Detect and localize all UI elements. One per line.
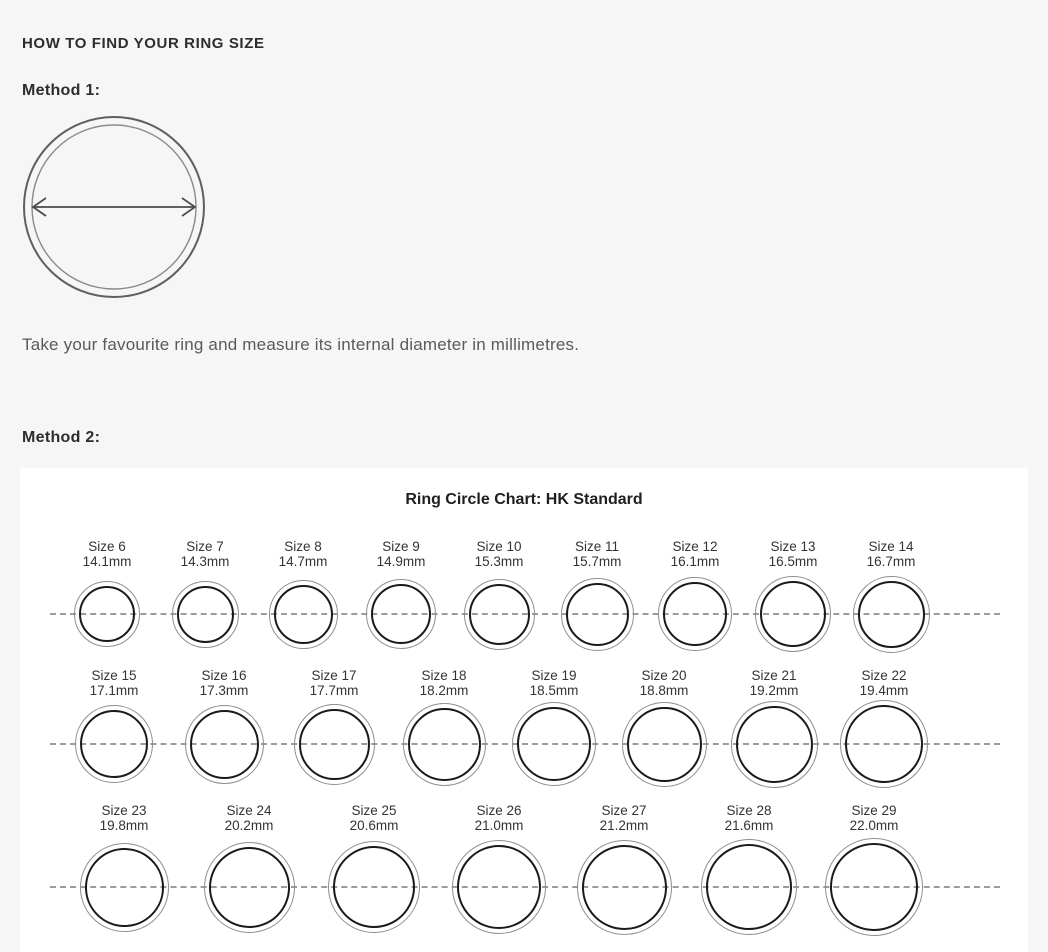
- ring-circle: [658, 577, 732, 651]
- ring-size-label: Size 21: [751, 668, 797, 683]
- ring-diameter-icon: [21, 114, 207, 300]
- ring-circle: [75, 705, 153, 783]
- ring-diameter-label: 22.0mm: [849, 818, 899, 833]
- ring-diameter-label: 16.7mm: [866, 554, 916, 569]
- chart-title: Ring Circle Chart: HK Standard: [405, 491, 643, 508]
- ring-circle: [622, 702, 707, 787]
- ring-circle: [204, 842, 295, 933]
- ring-size-item: [279, 668, 389, 790]
- ring-size-item: [187, 803, 312, 941]
- ring-circle: [561, 578, 634, 651]
- ring-size-label: Size 7: [186, 539, 224, 554]
- ring-diameter-label: 15.3mm: [474, 554, 524, 569]
- ring-size-row: [20, 539, 978, 659]
- ring-size-label: Size 8: [284, 539, 322, 554]
- ring-diameter-label: 21.2mm: [599, 818, 649, 833]
- ring-size-label: Size 14: [868, 539, 914, 554]
- ring-size-label: Size 10: [476, 539, 522, 554]
- ring-size-row: [20, 668, 978, 790]
- ring-diameter-label: 18.2mm: [419, 683, 469, 698]
- ring-circle-chart-card: [20, 468, 1028, 952]
- ring-size-item: [389, 668, 499, 790]
- ring-size-label: Size 6: [88, 539, 126, 554]
- ring-size-label: Size 22: [861, 668, 907, 683]
- method1-description: Take your favourite ring and measure its internal diameter in millimetres.: [22, 335, 580, 354]
- ring-size-label: Size 12: [672, 539, 718, 554]
- ring-size-item: [719, 668, 829, 790]
- ring-size-label: Size 13: [770, 539, 816, 554]
- ring-size-item: [646, 539, 744, 659]
- ring-size-label: Size 18: [421, 668, 467, 683]
- ring-diameter-label: 14.7mm: [278, 554, 328, 569]
- ring-size-item: [450, 539, 548, 659]
- ring-circle: [269, 580, 338, 649]
- ring-diameter-label: 21.0mm: [474, 818, 524, 833]
- ring-diameter-label: 18.5mm: [529, 683, 579, 698]
- ring-circle: [452, 840, 546, 934]
- ring-size-label: Size 29: [851, 803, 897, 818]
- ring-size-item: [156, 539, 254, 659]
- ring-size-item: [812, 803, 937, 941]
- ring-circle: [464, 579, 535, 650]
- ring-size-item: [169, 668, 279, 790]
- ring-size-item: [437, 803, 562, 941]
- ring-diameter-label: 16.1mm: [670, 554, 720, 569]
- diameter-arrow-icon: [33, 198, 195, 216]
- ring-size-label: Size 17: [311, 668, 357, 683]
- ring-circle: [74, 581, 140, 647]
- ring-size-item: [744, 539, 842, 659]
- ring-size-label: Size 28: [726, 803, 772, 818]
- method1-heading: Method 1:: [22, 82, 101, 99]
- ring-circle: [328, 841, 420, 933]
- ring-size-label: Size 23: [101, 803, 147, 818]
- ring-circle: [512, 702, 596, 786]
- ring-diameter-label: 20.6mm: [349, 818, 399, 833]
- ring-size-label: Size 19: [531, 668, 577, 683]
- ring-size-item: [62, 803, 187, 941]
- ring-circle: [185, 705, 264, 784]
- ring-diameter-label: 19.4mm: [859, 683, 909, 698]
- ring-circle: [577, 840, 672, 935]
- ring-size-label: Size 16: [201, 668, 247, 683]
- ring-internal-diameter-diagram: [21, 114, 207, 300]
- ring-circle: [853, 576, 930, 653]
- ring-diameter-label: 19.2mm: [749, 683, 799, 698]
- ring-diameter-label: 14.1mm: [82, 554, 132, 569]
- ring-circle: [825, 838, 923, 936]
- ring-size-label: Size 9: [382, 539, 420, 554]
- ring-diameter-label: 21.6mm: [724, 818, 774, 833]
- ring-size-item: [58, 539, 156, 659]
- ring-circle: [731, 701, 818, 788]
- ring-size-label: Size 27: [601, 803, 647, 818]
- ring-size-item: [352, 539, 450, 659]
- ring-diameter-label: 14.9mm: [376, 554, 426, 569]
- ring-size-item: [312, 803, 437, 941]
- ring-diameter-label: 14.3mm: [180, 554, 230, 569]
- ring-circle: [755, 576, 831, 652]
- ring-diameter-label: 16.5mm: [768, 554, 818, 569]
- ring-size-item: [254, 539, 352, 659]
- ring-size-item: [609, 668, 719, 790]
- ring-diameter-label: 17.1mm: [89, 683, 139, 698]
- ring-size-label: Size 26: [476, 803, 522, 818]
- page-title: HOW TO FIND YOUR RING SIZE: [22, 35, 265, 52]
- ring-size-item: [499, 668, 609, 790]
- ring-diameter-label: 20.2mm: [224, 818, 274, 833]
- ring-size-label: Size 15: [91, 668, 137, 683]
- ring-circle: [366, 579, 436, 649]
- ring-size-item: [842, 539, 940, 659]
- ring-diameter-label: 17.3mm: [199, 683, 249, 698]
- method2-heading: Method 2:: [22, 429, 101, 446]
- ring-size-label: Size 11: [574, 539, 620, 554]
- ring-size-item: [829, 668, 939, 790]
- ring-size-label: Size 25: [351, 803, 397, 818]
- ring-diameter-label: 17.7mm: [309, 683, 359, 698]
- ring-size-item: [59, 668, 169, 790]
- ring-size-label: Size 24: [226, 803, 272, 818]
- ring-circle: [403, 703, 486, 786]
- ring-circle: [294, 704, 375, 785]
- ring-circle: [701, 839, 797, 935]
- ring-size-label: Size 20: [641, 668, 687, 683]
- ring-size-item: [548, 539, 646, 659]
- ring-diameter-label: 18.8mm: [639, 683, 689, 698]
- ring-diameter-label: 19.8mm: [99, 818, 149, 833]
- ring-circle: [172, 581, 239, 648]
- ring-diameter-label: 15.7mm: [572, 554, 622, 569]
- ring-circle: [840, 700, 928, 788]
- ring-size-row: [20, 803, 978, 941]
- ring-size-item: [687, 803, 812, 941]
- ring-circle: [80, 843, 169, 932]
- ring-size-item: [562, 803, 687, 941]
